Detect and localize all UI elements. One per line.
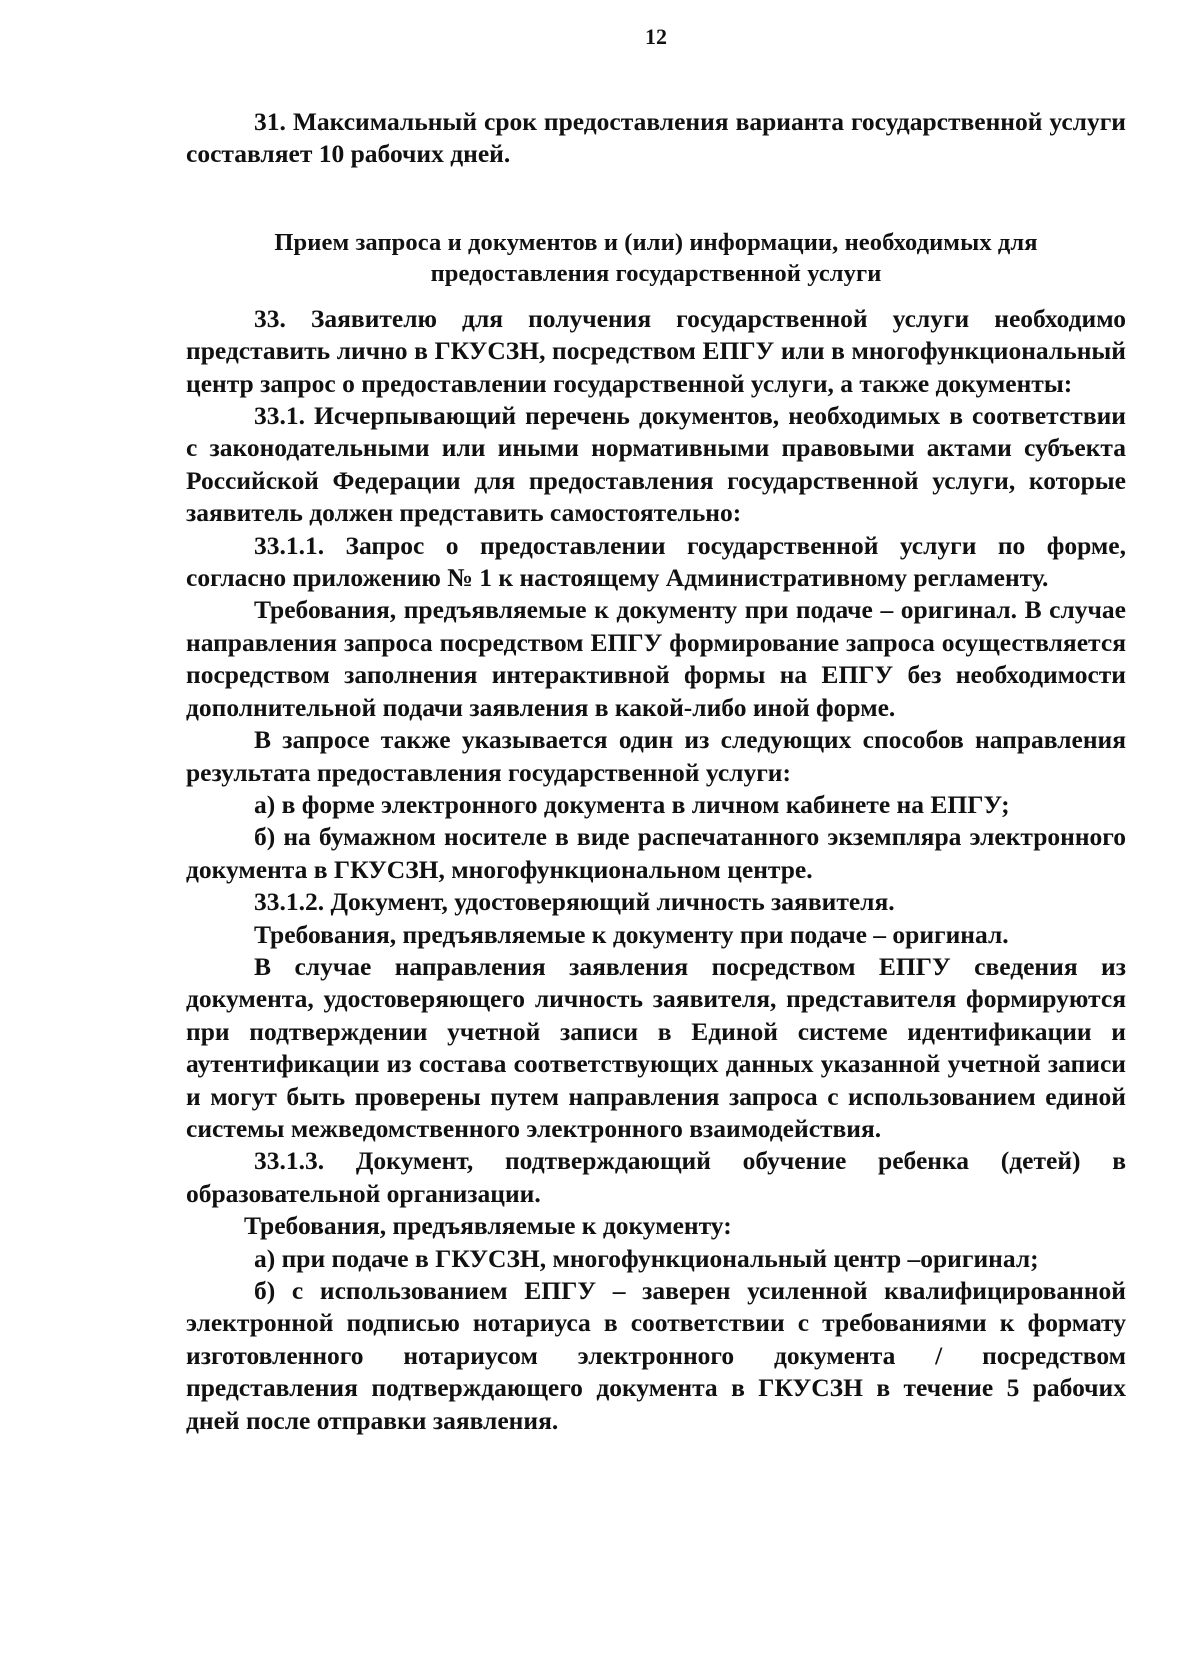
section-heading [186, 227, 1126, 289]
list-item-b-paper: б) на бумажном носителе в виде распечатанного экземпляра электронного документа в ГКУСЗН, многофункциональном центре. [186, 822, 1126, 884]
paragraph-result-methods: В запросе также указывается один из следующих способов направления результата предоставления государственной услуги: [186, 725, 1126, 787]
paragraph-33-1-2: 33.1.2. Документ, удостоверяющий личность заявителя. [254, 887, 895, 917]
list-item-b-epgu-notary: б) с использованием ЕПГУ – заверен усиленной квалифицированной электронной подписью нотариуса в соответствии с требованиями к формату изготовленного нотариусом электронного документа / посредством представления подтверждающего документа в ГКУСЗН в течение 5 рабочих дней после отправки заявления. [186, 1276, 1126, 1435]
paragraph-epgu-id-data: В случае направления заявления посредством ЕПГУ сведения из документа, удостоверяющего личность заявителя, представителя формируются при подтверждении учетной записи в Единой системе идентификации и аутентификации из состава соответствующих данных указанной учетной записи и могут быть проверены путем направления запроса с использованием единой системы межведомственного электронного взаимодействия. [186, 951, 1126, 1143]
paragraph-33: 33. Заявителю для получения государственной услуги необходимо представить лично в ГКУСЗН, посредством ЕПГУ или в многофункциональный центр запрос о предоставлении государственной услуги, а также документы: [186, 303, 1126, 398]
paragraph-requirements-id: Требования, предъявляемые к документу при подаче – оригинал. [254, 919, 1009, 949]
paragraph-requirements-request: Требования, предъявляемые к документу при подаче – оригинал. В случае направления запроса посредством ЕПГУ формирование запроса осуществляется посредством заполнения интерактивной формы на ЕПГУ без необходимости дополнительной подачи заявления в какой-либо иной форме. [186, 595, 1126, 722]
paragraph-33-1-1: 33.1.1. Запрос о предоставлении государственной услуги по форме, согласно приложению № 1 к настоящему Административному регламенту. [186, 530, 1126, 593]
paragraph-requirements-document: Требования, предъявляемые к документу: [244, 1211, 732, 1241]
paragraph-33-1-3: 33.1.3. Документ, подтверждающий обучение ребенка (детей) в образовательной организации. [186, 1146, 1126, 1208]
page-number: 12 [645, 24, 667, 49]
paragraph-31: 31. Максимальный срок предоставления варианта государственной услуги составляет 10 рабочих дней. [186, 107, 1126, 169]
section-heading-line-2: предоставления государственной услуги [430, 259, 882, 287]
paragraph-33-1: 33.1. Исчерпывающий перечень документов, необходимых в соответствии с законодательными или иными нормативными правовыми актами субъекта Российской Федерации для предоставления государственной услуги, которые заявитель должен представить самостоятельно: [186, 401, 1126, 528]
list-item-a-electronic: а) в форме электронного документа в личном кабинете на ЕПГУ; [254, 789, 1010, 819]
list-item-a-original: а) при подаче в ГКУСЗН, многофункциональный центр –оригинал; [254, 1243, 1039, 1273]
document-body [186, 106, 1126, 1437]
section-heading-line-1: Прием запроса и документов и (или) информации, необходимых для [274, 228, 1038, 256]
